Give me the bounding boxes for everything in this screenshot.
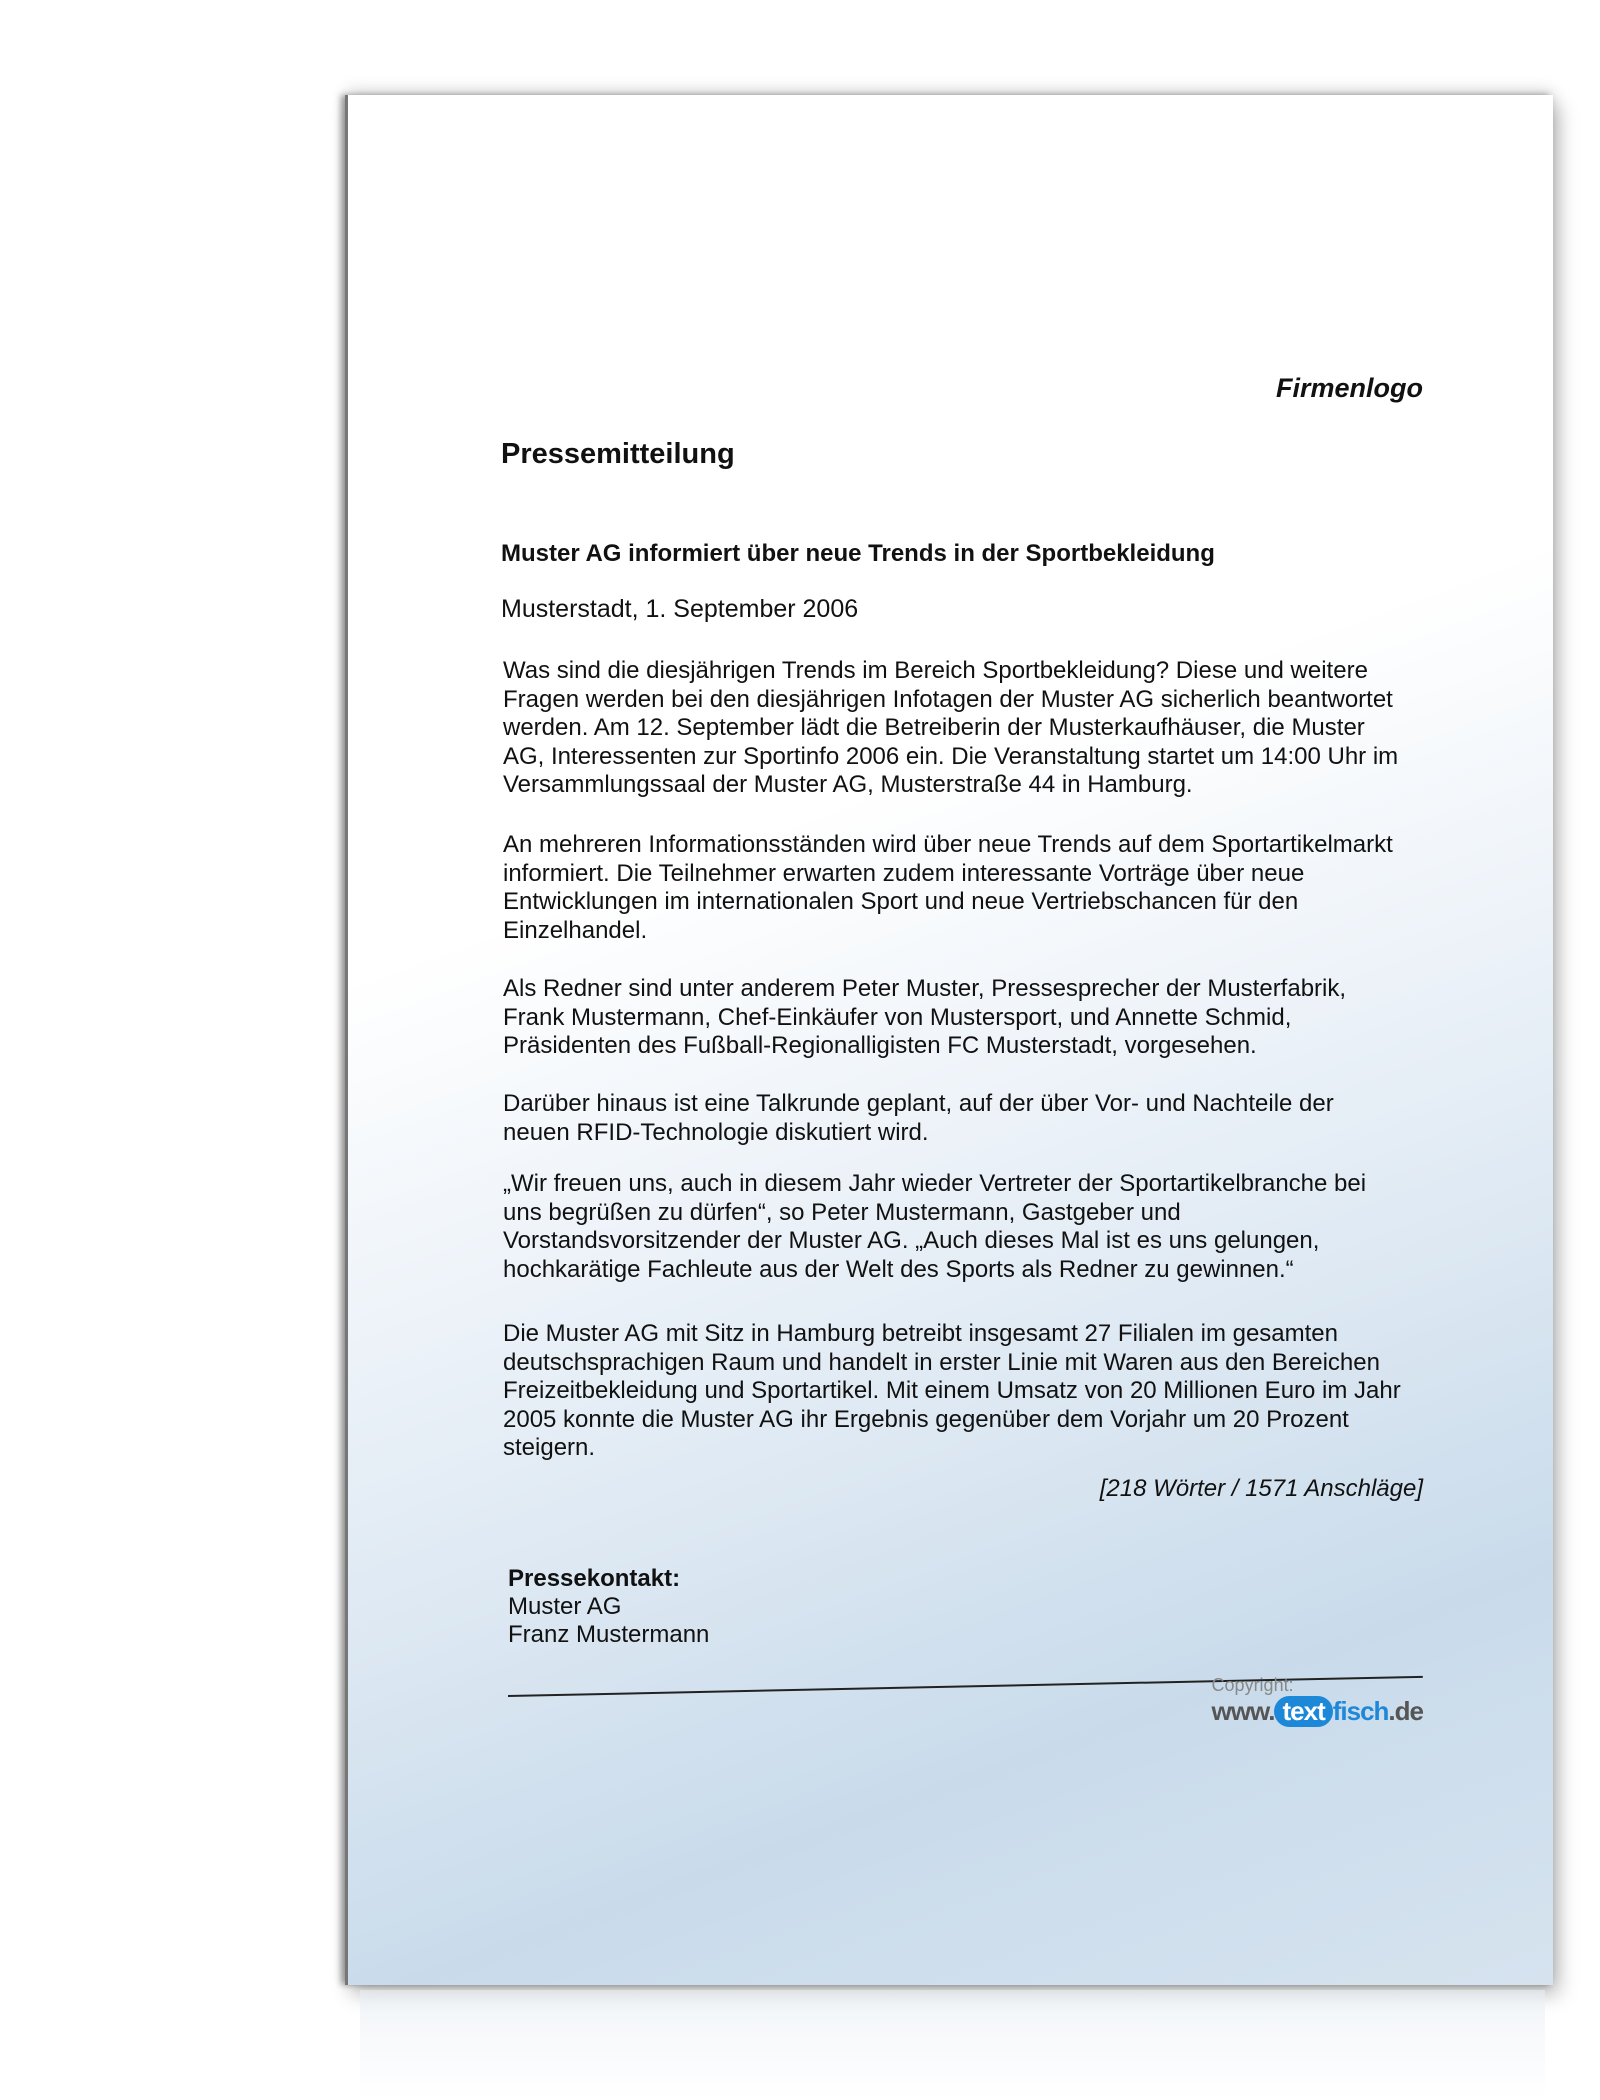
contact-name: Franz Mustermann xyxy=(508,1621,710,1648)
paragraph: An mehreren Informationsständen wird über neue Trends auf dem Sportartikelmarkt informiert. Die Teilnehmer erwarten zudem interessante Vorträge über neue Entwicklungen im internationalen Sport und neue Vertriebschancen für den Einzelhandel. xyxy=(503,831,1393,944)
paragraph: Als Redner sind unter anderem Peter Muster, Pressesprecher der Musterfabrik, Frank Mustermann, Chef-Einkäufer von Mustersport, und Annette Schmid, Präsidenten des Fußball-Regionalligisten FC Musterstadt, vorgesehen. xyxy=(503,975,1347,1059)
press-contact xyxy=(508,1565,709,1649)
word-count: [218 Wörter / 1571 Anschläge] xyxy=(1099,1475,1423,1502)
page-title: Pressemitteilung xyxy=(501,438,735,470)
page-reflection xyxy=(360,1990,1545,2100)
logo-www: www. xyxy=(1211,1696,1275,1726)
contact-company: Muster AG xyxy=(508,1593,622,1620)
copyright-logo xyxy=(1212,1675,1423,1727)
paragraph: „Wir freuen uns, auch in diesem Jahr wieder Vertreter der Sportartikelbranche bei uns begrüßen zu dürfen“, so Peter Mustermann, Gastgeber und Vorstandsvorsitzender der Muster AG. „Auch dieses Mal ist es uns gelungen, hochkarätige Fachleute aus der Welt des Sports als Redner zu gewinnen.“ xyxy=(503,1170,1367,1283)
logo-tld: .de xyxy=(1388,1696,1423,1726)
place-date: Musterstadt, 1. September 2006 xyxy=(501,595,859,623)
paragraph: Die Muster AG mit Sitz in Hamburg betreibt insgesamt 27 Filialen im gesamten deutschsprachigen Raum und handelt in erster Linie mit Waren aus den Bereichen Freizeitbekleidung und Sportartikel. Mit einem Umsatz von 20 Millionen Euro im Jahr 2005 konnte die Muster AG ihr Ergebnis gegenüber dem Vorjahr um 20 Prozent steigern. xyxy=(503,1320,1401,1461)
paragraph: Darüber hinaus ist eine Talkrunde geplant, auf der über Vor- und Nachteile der neuen RFID-Technologie diskutiert wird. xyxy=(503,1090,1334,1146)
copyright-label: Copyright: xyxy=(1211,1675,1294,1695)
company-logo-placeholder: Firmenlogo xyxy=(1276,373,1423,403)
fish-icon: text xyxy=(1274,1696,1332,1727)
headline: Muster AG informiert über neue Trends in der Sportbekleidung xyxy=(501,540,1215,567)
paragraph: Was sind die diesjährigen Trends im Bereich Sportbekleidung? Diese und weitere Fragen werden bei den diesjährigen Infotagen der Muster AG sicherlich beantwortet werden. Am 12. September lädt die Betreiberin der Musterkaufhäuser, die Muster AG, Interessenten zur Sportinfo 2006 ein. Die Veranstaltung startet um 14:00 Uhr im Versammlungssaal der Muster AG, Musterstraße 44 in Hamburg. xyxy=(503,657,1399,798)
contact-label: Pressekontakt: xyxy=(508,1565,681,1592)
logo-fisch: fisch xyxy=(1332,1696,1389,1726)
document-page xyxy=(345,95,1553,1985)
